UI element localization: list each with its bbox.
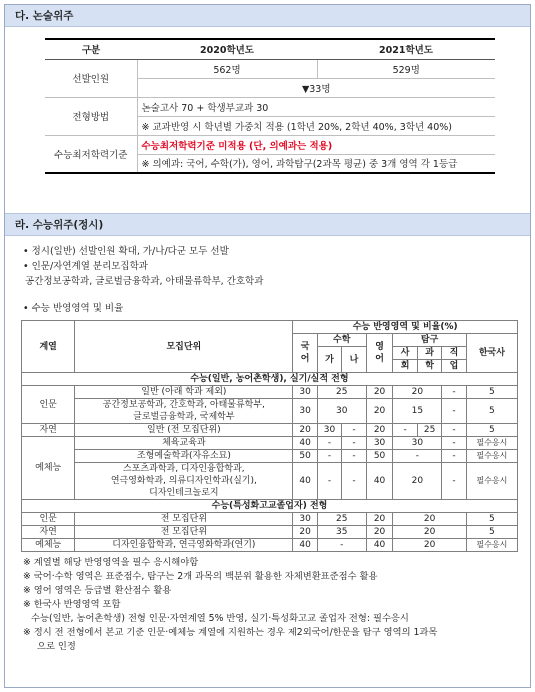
header-math-na: 나 [342,347,366,373]
csat-ratio-table [21,320,518,552]
field-yeche: 예체능 [22,437,75,500]
field-inmun: 인문 [22,513,75,526]
value-cell: - [317,450,341,463]
value-cell: 20 [366,386,393,399]
value-cell: 20 [366,424,393,437]
value-cell: 30 [317,424,341,437]
bullet-item: • 정시(일반) 선발인원 확대, 가/나/다군 모두 선발 [23,246,229,257]
quota-2020: 562명 [137,59,317,78]
document-frame [4,4,531,688]
method-line1: 논술고사 70 + 학생부교과 30 [137,97,495,116]
note-item: ※ 한국사 반영영역 포함 [23,599,121,610]
header-social-2: 회 [393,360,417,373]
value-cell: 20 [393,513,466,526]
value-cell: 5 [466,513,517,526]
min-standard-line1: 수능최저학력기준 미적용 (단, 의예과는 적용) [137,135,495,154]
value-cell: 5 [466,386,517,399]
value-cell: - [342,450,366,463]
header-inquiry: 탐구 [393,334,466,347]
section-essay [5,5,530,213]
value-cell: - [342,424,366,437]
field-inmun: 인문 [22,386,75,424]
value-cell: 20 [393,463,442,500]
field-jayeon: 자연 [22,526,75,539]
bullet-item: • 인문/자연계열 분리모집학과 [23,261,148,272]
csat-notes [5,552,530,654]
value-cell: 5 [466,424,517,437]
unit-cell: 일반 (아래 학과 제외) [75,386,293,399]
header-english: 영 어 [366,334,393,373]
value-cell: 20 [293,526,317,539]
value-cell: 필수응시 [466,463,517,500]
value-cell: - [442,450,466,463]
note-subitem: 으로 인정 [37,641,76,652]
unit-cell: 조형예술학과(자유소묘) [75,450,293,463]
value-cell: - [317,437,341,450]
header-math-ga: 가 [317,347,341,373]
value-cell: 35 [317,526,366,539]
header-category: 구분 [45,39,137,59]
bullet-subitem: 공간정보공학과, 글로벌금융학과, 아태물류학부, 간호학과 [25,276,264,287]
value-cell: 30 [366,437,393,450]
quota-2021: 529명 [317,59,495,78]
value-cell: - [442,463,466,500]
csat-bullets [5,236,530,316]
quota-change: ▼33명 [137,78,495,97]
value-cell: 20 [366,399,393,424]
value-cell: 25 [317,386,366,399]
bullet-item: • 수능 반영영역 및 비율 [23,303,124,314]
value-cell: 15 [393,399,442,424]
note-item: ※ 정시 전 전형에서 본교 기준 인문·예체능 계열에 지원하는 경우 제2외국어/한문을 탐구 영역의 1과목 [23,627,438,638]
value-cell: 20 [293,424,317,437]
value-cell: 50 [293,450,317,463]
value-cell: 20 [393,526,466,539]
unit-cell: 전 모집단위 [75,526,293,539]
value-cell: 20 [366,513,393,526]
section-csat [5,213,530,654]
unit-cell: 전 모집단위 [75,513,293,526]
value-cell: - [393,424,417,437]
section-title-csat: 라. 수능위주(정시) [5,214,530,236]
value-cell: 30 [393,437,442,450]
value-cell: 40 [293,539,317,552]
value-cell: 50 [366,450,393,463]
header-korean: 국 어 [293,334,317,373]
section-title-essay: 다. 논술위주 [5,5,530,27]
value-cell: - [442,424,466,437]
row-label-min-standard: 수능최저학력기준 [45,135,137,173]
value-cell: 30 [293,513,317,526]
value-cell: 25 [417,424,441,437]
value-cell: 40 [366,463,393,500]
value-cell: 25 [317,513,366,526]
unit-cell: 공간정보공학과, 간호학과, 아태물류학부, 글로벌금융학과, 국제학부 [75,399,293,424]
value-cell: 40 [293,437,317,450]
value-cell: - [393,450,442,463]
field-jayeon: 자연 [22,424,75,437]
value-cell: 5 [466,399,517,424]
method-line2: ※ 교과반영 시 학년별 가중치 적용 (1학년 20%, 2학년 40%, 3학년 40%) [137,116,495,135]
header-unit: 모집단위 [75,321,293,373]
value-cell: 필수응시 [466,450,517,463]
unit-cell: 디자인융합학과, 연극영화학과(연기) [75,539,293,552]
value-cell: 20 [393,386,442,399]
band-vocational-grad: 수능(특성화고교졸업자) 전형 [22,500,518,513]
min-standard-line2: ※ 의예과: 국어, 수학(가), 영어, 과학탐구(2과목 평균) 중 3개 영역 각 1등급 [137,154,495,173]
essay-table [45,38,495,174]
value-cell: 30 [317,399,366,424]
value-cell: - [317,463,341,500]
header-science: 과 [417,347,441,360]
header-vocational-2: 업 [442,360,466,373]
row-label-method: 전형방법 [45,97,137,135]
row-label-quota: 선발인원 [45,59,137,97]
note-item: ※ 영어 영역은 등급별 환산점수 활용 [23,585,172,596]
value-cell: - [442,437,466,450]
unit-cell: 스포츠과학과, 디자인융합학과, 연극영화학과, 의류디자인학과(실기), 디자인테크놀로지 [75,463,293,500]
header-math: 수학 [317,334,366,347]
value-cell: - [317,539,366,552]
value-cell: - [442,399,466,424]
note-subitem: 수능(일반, 농어촌학생) 전형 인문·자연계열 5% 반영, 실기·특성화고교 졸업자 전형: 필수응시 [31,613,409,624]
note-item: ※ 계열별 해당 반영영역을 필수 응시해야함 [23,557,199,568]
value-cell: 40 [293,463,317,500]
value-cell: - [442,386,466,399]
value-cell: 필수응시 [466,539,517,552]
header-2020: 2020학년도 [137,39,317,59]
header-vocational: 직 [442,347,466,360]
value-cell: 30 [293,386,317,399]
band-general: 수능(일반, 농어촌학생), 실기/실적 전형 [22,373,518,386]
value-cell: - [342,437,366,450]
unit-cell: 체육교육과 [75,437,293,450]
value-cell: - [342,463,366,500]
header-field: 계열 [22,321,75,373]
value-cell: 20 [366,526,393,539]
value-cell: 필수응시 [466,437,517,450]
value-cell: 20 [393,539,466,552]
header-ratio: 수능 반영영역 및 비율(%) [293,321,518,334]
value-cell: 5 [466,526,517,539]
value-cell: 30 [293,399,317,424]
header-science-2: 학 [417,360,441,373]
header-2021: 2021학년도 [317,39,495,59]
note-item: ※ 국어·수학 영역은 표준점수, 탐구는 2개 과목의 백분위 활용한 자체변환표준점수 활용 [23,571,378,582]
value-cell: 40 [366,539,393,552]
field-yeche: 예체능 [22,539,75,552]
unit-cell: 일반 (전 모집단위) [75,424,293,437]
header-social: 사 [393,347,417,360]
header-history: 한국사 [466,334,517,373]
